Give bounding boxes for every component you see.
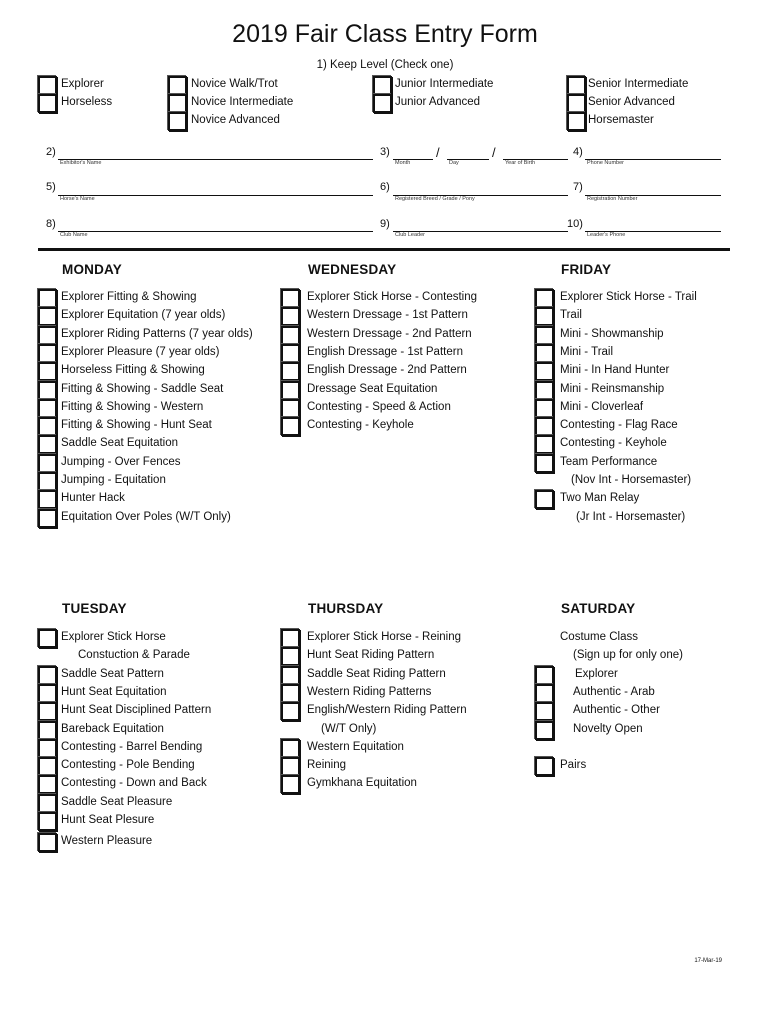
class-label: Explorer Fitting & Showing — [61, 291, 197, 303]
class-checkbox[interactable] — [38, 702, 57, 721]
field-number: 5) — [46, 181, 56, 193]
field-caption: Phone Number — [587, 160, 624, 166]
class-label: Trail — [560, 309, 582, 322]
level-label: Novice Advanced — [191, 114, 280, 126]
day-heading-thursday: THURSDAY — [308, 601, 384, 616]
class-label: Horseless Fitting & Showing — [61, 364, 205, 377]
class-label: Western Riding Patterns — [307, 685, 432, 698]
class-checkbox[interactable] — [281, 417, 300, 436]
class-label: (Sign up for only one) — [573, 649, 683, 662]
level-label: Senior Intermediate — [588, 78, 689, 90]
class-checkbox[interactable] — [281, 629, 300, 648]
form-title: 2019 Fair Class Entry Form — [232, 20, 538, 48]
level-label: Novice Intermediate — [191, 96, 294, 108]
class-label: Hunt Seat Disciplined Pattern — [61, 704, 212, 717]
section-divider — [38, 248, 730, 251]
class-checkbox[interactable] — [281, 344, 300, 363]
class-checkbox[interactable] — [535, 289, 554, 308]
class-checkbox[interactable] — [535, 454, 554, 473]
class-checkbox[interactable] — [38, 289, 57, 308]
class-label: (W/T Only) — [321, 722, 377, 735]
class-checkbox[interactable] — [281, 326, 300, 345]
class-label: Two Man Relay — [560, 492, 640, 505]
class-checkbox[interactable] — [535, 381, 554, 400]
day-heading-wednesday: WEDNESDAY — [308, 262, 397, 277]
class-label: Pairs — [560, 759, 587, 772]
class-checkbox[interactable] — [38, 454, 57, 473]
class-checkbox[interactable] — [38, 721, 57, 740]
level-label: Horseless — [61, 96, 113, 108]
level-label: Horsemaster — [588, 114, 654, 126]
field-caption: Registration Number — [587, 196, 638, 202]
class-checkbox[interactable] — [535, 721, 554, 740]
class-checkbox[interactable] — [38, 472, 57, 491]
class-label: (Jr Int - Horsemaster) — [576, 510, 686, 523]
level-label: Novice Walk/Trot — [191, 78, 278, 90]
class-checkbox[interactable] — [38, 833, 57, 852]
class-checkbox[interactable] — [535, 326, 554, 345]
class-label: Authentic - Arab — [573, 685, 655, 698]
class-checkbox[interactable] — [38, 307, 57, 326]
class-label: Contesting - Pole Bending — [61, 759, 195, 772]
class-checkbox[interactable] — [535, 435, 554, 454]
class-checkbox[interactable] — [38, 490, 57, 509]
class-label: Mini - In Hand Hunter — [560, 364, 670, 377]
class-checkbox[interactable] — [281, 381, 300, 400]
class-label: Dressage Seat Equitation — [307, 382, 438, 395]
class-label: Fitting & Showing - Saddle Seat — [61, 382, 224, 395]
field-caption: Registered Breed / Grade / Pony — [395, 196, 475, 202]
class-checkbox[interactable] — [38, 362, 57, 381]
class-checkbox[interactable] — [38, 344, 57, 363]
checkbox-senior-intermediate[interactable] — [567, 76, 586, 95]
class-label: Explorer Riding Patterns (7 year olds) — [61, 327, 253, 340]
class-label: Explorer Pleasure (7 year olds) — [61, 345, 220, 358]
class-checkbox[interactable] — [535, 702, 554, 721]
field-caption: Month — [395, 160, 411, 166]
checkbox-novice-advanced[interactable] — [168, 112, 187, 131]
class-checkbox[interactable] — [38, 326, 57, 345]
class-checkbox[interactable] — [38, 509, 57, 528]
field-number: 2) — [46, 146, 56, 158]
class-label: Mini - Cloverleaf — [560, 400, 644, 413]
class-label: Team Performance — [560, 455, 658, 468]
field-caption: Leader's Phone — [587, 232, 626, 238]
class-label: Western Dressage - 2nd Pattern — [307, 327, 472, 340]
class-checkbox[interactable] — [281, 702, 300, 721]
class-label: Explorer Stick Horse - Reining — [307, 631, 462, 643]
class-label: Costume Class — [560, 631, 638, 643]
checkbox-horsemaster[interactable] — [567, 112, 586, 131]
field-caption: Club Leader — [395, 232, 425, 238]
class-checkbox[interactable] — [281, 739, 300, 758]
field-caption: Year of Birth — [505, 160, 536, 166]
field-number: 3) — [380, 146, 390, 158]
class-checkbox[interactable] — [535, 417, 554, 436]
level-label: Senior Advanced — [588, 96, 675, 108]
class-checkbox[interactable] — [38, 775, 57, 794]
class-checkbox[interactable] — [281, 362, 300, 381]
checkbox-novice-walk-trot[interactable] — [168, 76, 187, 95]
class-checkbox[interactable] — [535, 490, 554, 509]
class-label: Explorer Stick Horse - Trail — [560, 291, 697, 303]
club-name-field[interactable] — [58, 231, 373, 232]
class-checkbox[interactable] — [38, 739, 57, 758]
class-label: English/Western Riding Pattern — [307, 704, 467, 717]
class-checkbox[interactable] — [281, 684, 300, 703]
class-label: Constuction & Parade — [78, 649, 190, 662]
field-number: 10) — [567, 218, 583, 230]
day-heading-monday: MONDAY — [62, 262, 122, 277]
class-checkbox[interactable] — [38, 435, 57, 454]
class-checkbox[interactable] — [38, 812, 57, 831]
checkbox-junior-advanced[interactable] — [373, 94, 392, 113]
class-checkbox[interactable] — [38, 417, 57, 436]
class-label: Gymkhana Equitation — [307, 777, 417, 790]
class-label: Explorer — [575, 667, 618, 680]
day-heading-saturday: SATURDAY — [561, 601, 636, 616]
class-label: Contesting - Flag Race — [560, 419, 678, 432]
class-checkbox[interactable] — [535, 684, 554, 703]
level-label: Junior Intermediate — [395, 78, 494, 90]
field-caption: Day — [449, 160, 459, 166]
class-label: Contesting - Barrel Bending — [61, 740, 203, 753]
class-checkbox[interactable] — [535, 666, 554, 685]
class-label: Jumping - Over Fences — [61, 455, 181, 468]
level-label: Explorer — [61, 78, 104, 90]
class-label: Contesting - Keyhole — [560, 437, 667, 450]
class-label: Equitation Over Poles (W/T Only) — [61, 510, 231, 523]
horse-name-field[interactable] — [58, 195, 373, 196]
class-label: Western Pleasure — [61, 835, 153, 848]
class-checkbox[interactable] — [38, 399, 57, 418]
date-separator: / — [436, 145, 440, 160]
class-label: Contesting - Keyhole — [307, 419, 414, 432]
checkbox-horseless[interactable] — [38, 94, 57, 113]
class-label: Hunter Hack — [61, 492, 125, 505]
class-label: English Dressage - 2nd Pattern — [307, 364, 467, 377]
class-label: Mini - Showmanship — [560, 327, 664, 340]
class-checkbox[interactable] — [535, 757, 554, 776]
class-label: Jumping - Equitation — [61, 474, 166, 486]
field-caption: Horse's Name — [60, 196, 95, 202]
class-checkbox[interactable] — [535, 307, 554, 326]
date-separator: / — [492, 145, 496, 160]
class-label: Fitting & Showing - Hunt Seat — [61, 419, 212, 432]
class-label: Hunt Seat Equitation — [61, 685, 167, 698]
class-checkbox[interactable] — [281, 775, 300, 794]
class-label: Hunt Seat Plesure — [61, 814, 155, 826]
class-checkbox[interactable] — [38, 629, 57, 648]
class-label: Contesting - Speed & Action — [307, 400, 451, 413]
day-heading-tuesday: TUESDAY — [62, 601, 127, 616]
keep-level-heading: 1) Keep Level (Check one) — [316, 59, 454, 71]
class-label: (Nov Int - Horsemaster) — [571, 474, 692, 486]
class-label: Bareback Equitation — [61, 722, 164, 735]
class-label: Western Equitation — [307, 740, 404, 753]
class-checkbox[interactable] — [281, 289, 300, 308]
class-checkbox[interactable] — [38, 757, 57, 776]
class-checkbox[interactable] — [281, 647, 300, 666]
class-label: Explorer Stick Horse - Contesting — [307, 291, 478, 303]
class-checkbox[interactable] — [38, 794, 57, 813]
checkbox-junior-intermediate[interactable] — [373, 76, 392, 95]
checkbox-senior-advanced[interactable] — [567, 94, 586, 113]
date-stamp: 17-Mar-19 — [694, 958, 722, 964]
exhibitor-name-field[interactable] — [58, 159, 373, 160]
class-checkbox[interactable] — [281, 666, 300, 685]
class-label: Saddle Seat Equitation — [61, 437, 179, 450]
class-label: Mini - Trail — [560, 345, 614, 358]
class-label: Reining — [307, 759, 346, 772]
class-checkbox[interactable] — [38, 381, 57, 400]
class-checkbox[interactable] — [535, 399, 554, 418]
field-caption: Club Name — [60, 232, 88, 238]
class-label: Contesting - Down and Back — [61, 777, 207, 790]
class-checkbox[interactable] — [535, 362, 554, 381]
class-label: English Dressage - 1st Pattern — [307, 345, 463, 358]
field-number: 4) — [573, 146, 583, 158]
field-caption: Exhibitor's Name — [60, 160, 102, 166]
class-label: Saddle Seat Pattern — [61, 667, 164, 680]
class-label: Authentic - Other — [573, 704, 660, 717]
class-label: Explorer Equitation (7 year olds) — [61, 309, 226, 322]
class-checkbox[interactable] — [281, 307, 300, 326]
field-number: 6) — [380, 181, 390, 193]
checkbox-explorer[interactable] — [38, 76, 57, 95]
class-checkbox[interactable] — [281, 399, 300, 418]
class-label: Hunt Seat Riding Pattern — [307, 649, 435, 662]
class-label: Saddle Seat Pleasure — [61, 795, 173, 808]
class-checkbox[interactable] — [535, 344, 554, 363]
field-number: 9) — [380, 218, 390, 230]
field-number: 7) — [573, 181, 583, 193]
class-checkbox[interactable] — [281, 757, 300, 776]
field-number: 8) — [46, 218, 56, 230]
class-label: Novelty Open — [573, 722, 643, 735]
class-label: Fitting & Showing - Western — [61, 400, 204, 413]
class-label: Western Dressage - 1st Pattern — [307, 309, 468, 322]
class-label: Mini - Reinsmanship — [560, 382, 665, 395]
class-checkbox[interactable] — [38, 666, 57, 685]
class-checkbox[interactable] — [38, 684, 57, 703]
class-label: Saddle Seat Riding Pattern — [307, 667, 446, 680]
checkbox-novice-intermediate[interactable] — [168, 94, 187, 113]
day-heading-friday: FRIDAY — [561, 262, 612, 277]
class-label: Explorer Stick Horse — [61, 631, 166, 643]
level-label: Junior Advanced — [395, 96, 481, 108]
